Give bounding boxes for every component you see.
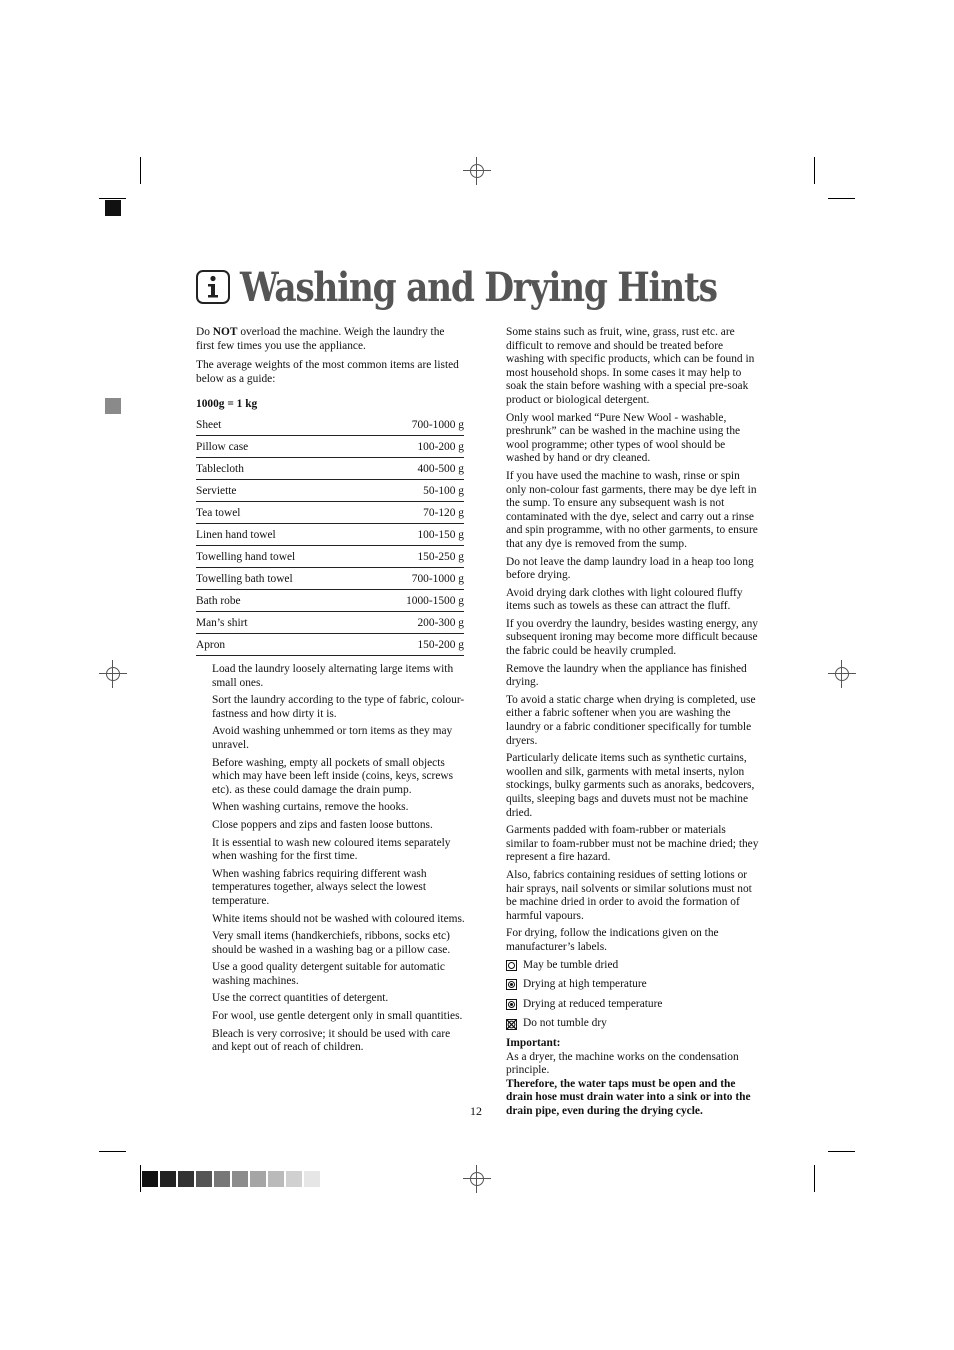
color-swatch [142,1171,158,1187]
item-weight: 150-200 g [365,633,464,655]
paragraph: Some stains such as fruit, wine, grass, rust etc. are difficult to remove and should be treated before washing with specific products, which can be found in most household shops. In some cases it may help to soak the stain before washing with a special pre-soak product or biological detergent. [506,326,755,406]
paragraph: To avoid a static charge when drying is completed, use either a fabric softener when you are washing the laundry or a fabric conditioner specifically for tumble dryers. [506,693,756,747]
table-row [196,611,464,633]
list-item: When washing fabrics requiring different wash temperatures together, always select the lowest temperature. [212,867,427,907]
item-name: Tea towel [196,501,365,523]
registration-mark [463,157,491,185]
color-swatch [268,1171,284,1187]
title-text: Washing and Drying Hints [240,263,717,311]
item-weight: 400-500 g [365,457,464,479]
item-weight: 200-300 g [365,611,464,633]
list-item: Load the laundry loosely alternating large items with small ones. [212,663,454,689]
paragraph: Also, fabrics containing residues of setting lotions or hair sprays, nail solvents or similar solutions must not be machine dried in order to avoid the formation of harmful vapours. [506,868,752,922]
item-name: Tablecloth [196,457,365,479]
tips-list [212,663,466,1059]
important-bold-text: Therefore, the water taps must be open and the drain hose must drain water into a sink or into the drain pipe, even during the drying cycle. [506,1077,751,1117]
paragraph: If you have used the machine to wash, rinse or spin only non-colour fast garments, there may be dye left in the sump. To ensure any subsequent wash is not contaminated with the dye, select and carry out a rinse and spin programme, with no other garments, to ensure that any dye is removed from the sump. [506,469,758,550]
table-row [196,414,464,436]
color-swatch [286,1171,302,1187]
table-row [196,633,464,655]
care-symbol-row [506,1017,760,1031]
item-name: Towelling bath towel [196,567,365,589]
info-icon [196,270,230,304]
table-row [196,501,464,523]
care-symbols-list [506,959,760,1031]
tumble-dry-high-icon [506,979,517,990]
item-name: Serviette [196,479,365,501]
important-heading: Important: [506,1036,561,1049]
right-column [506,326,760,1118]
list-item: When washing curtains, remove the hooks. [212,801,409,814]
paragraph: Only wool marked “Pure New Wool - washable, preshrunk” can be washed in the machine using the wool programme; other types of wool should be washed by hand or dry cleaned. [506,411,741,465]
tumble-dry-low-icon [506,999,517,1010]
paragraph: Do not leave the damp laundry load in a heap too long before drying. [506,555,754,582]
intro-section [196,326,464,656]
care-symbol-label: May be tumble dried [523,958,619,971]
item-name: Man’s shirt [196,611,365,633]
table-row [196,457,464,479]
color-swatch [160,1171,176,1187]
item-name: Linen hand towel [196,523,365,545]
table-row [196,479,464,501]
color-swatch [178,1171,194,1187]
color-swatch [214,1171,230,1187]
color-swatch [250,1171,266,1187]
table-row [196,545,464,567]
care-symbol-row [506,959,760,973]
table-row [196,435,464,457]
important-text: As a dryer, the machine works on the condensation principle. [506,1050,739,1077]
list-item: Use the correct quantities of detergent. [212,992,389,1005]
tumble-dry-icon [506,960,517,971]
list-item: Use a good quality detergent suitable for automatic washing machines. [212,961,445,987]
item-name: Bath robe [196,589,365,611]
list-item: Very small items (handkerchiefs, ribbons, socks etc) should be washed in a washing bag or a pillow case. [212,930,451,956]
registration-mark [99,660,127,688]
color-swatch [232,1171,248,1187]
care-symbol-label: Drying at high temperature [523,978,647,991]
page-number: 12 [470,1104,482,1118]
paragraph: Particularly delicate items such as synthetic curtains, woollen and silk, garments with metal inserts, nylon stockings, bulky garments such as anoraks, bedcovers, quilts, sleeping bags and duvets must not be machine dried. [506,752,755,819]
list-item: Bleach is very corrosive; it should be used with care and kept out of reach of children. [212,1027,451,1054]
item-weight: 150-250 g [365,545,464,567]
unit-note: 1000g = 1 kg [196,398,258,411]
list-item: It is essential to wash new coloured items separately when washing for the first time. [212,836,451,863]
table-row [196,523,464,545]
table-row [196,567,464,589]
list-item: White items should not be washed with coloured items. [212,912,465,925]
item-name: Towelling hand towel [196,545,365,567]
do-not-tumble-dry-icon [506,1019,517,1030]
paragraph: For drying, follow the indications given on the manufacturer’s labels. [506,927,719,953]
list-item: Before washing, empty all pockets of small objects which may have been left inside (coins, keys, screws etc). as these could damage the drain pump. [212,756,454,796]
intro-paragraph: Do NOT overload the machine. Weigh the laundry the first few times you use the appliance. [196,326,445,352]
item-weight: 100-150 g [365,523,464,545]
table-row [196,589,464,611]
care-symbol-row [506,978,760,992]
paragraph: Avoid drying dark clothes with light coloured fluffy items such as towels as these can attract the fluff. [506,586,743,613]
paragraph: Remove the laundry when the appliance has finished drying. [506,662,747,689]
item-weight: 50-100 g [365,479,464,501]
list-item: Close poppers and zips and fasten loose buttons. [212,818,433,831]
item-weight: 70-120 g [365,501,464,523]
item-name: Apron [196,633,365,655]
intro-paragraph: The average weights of the most common items are listed below as a guide: [196,359,459,385]
weights-table [196,414,464,656]
color-swatch [196,1171,212,1187]
item-name: Pillow case [196,435,365,457]
item-weight: 100-200 g [365,435,464,457]
color-marker [105,200,121,216]
list-item: Avoid washing unhemmed or torn items as they may unravel. [212,725,453,751]
item-name: Sheet [196,414,365,436]
color-marker [105,398,121,414]
item-weight: 700-1000 g [365,567,464,589]
care-symbol-label: Drying at reduced temperature [523,997,663,1010]
care-symbol-label: Do not tumble dry [523,1017,607,1030]
registration-mark [828,660,856,688]
item-weight: 700-1000 g [365,414,464,436]
list-item: For wool, use gentle detergent only in small quantities. [212,1010,463,1023]
paragraph: Garments padded with foam-rubber or materials similar to foam-rubber must not be machine dried; they represent a fire hazard. [506,824,759,864]
page-title [196,262,794,312]
care-symbol-row [506,998,760,1012]
color-swatch [304,1171,320,1187]
list-item: Sort the laundry according to the type of fabric, colour-fastness and how dirty it is. [212,694,465,720]
registration-mark [463,1165,491,1193]
item-weight: 1000-1500 g [365,589,464,611]
paragraph: If you overdry the laundry, besides wasting energy, any subsequent ironing may become more difficult because the fabric could be heavily crumpled. [506,617,758,658]
